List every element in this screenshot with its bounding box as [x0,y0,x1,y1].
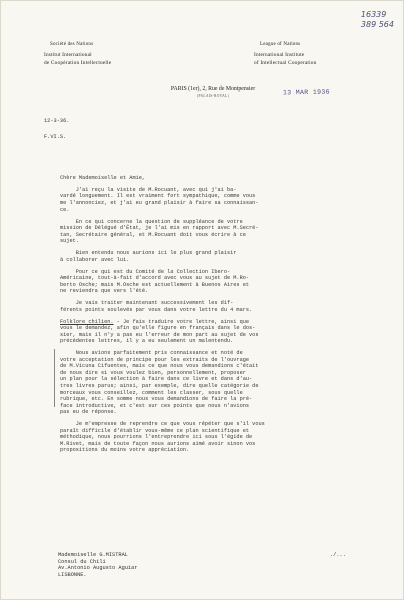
reference-date: 12-3-36. [44,118,70,124]
body-line: tan, Secrétaire général, et M.Rocuant doit vous écrire à ce [60,231,246,238]
body-line: J'ai reçu la visite de M.Rocuant, avec qui j'ai ba- [60,186,237,193]
letterhead-address [148,86,278,100]
body-line: de M.Vicuna Cifuentes, mais ce que nous vous demandions c'était [60,363,259,370]
body-line: sujet. [60,238,79,245]
body-line: ce. [60,206,70,213]
body-line: Nous avions parfaitement pris connaissance et noté de [60,350,243,357]
body-line: de nous dire si vous voulez bien, personnellement, proposer [60,369,246,376]
body-line: précédentes lettres, il y a eu seulement un malentendu. [60,338,234,345]
body-line: berto Osche; mais M.Osche est actuellement à Buenos Aires et [60,281,250,288]
body-line: paraît difficile d'établir vous-même ce plan scientifique et [60,427,250,434]
body-line: pas eu de réponse. [60,409,117,416]
body-line: M.Rivet, mais de toute façon nous aurions aimé avoir sinon vos [60,440,256,447]
section-heading-folklore: Folklore chilien. [60,318,114,325]
body-line: morceaux vous conseillez, comment les classer, sous quelle [60,389,243,396]
letterhead-right-line1: League of Nations [260,42,301,47]
body-line: ne reviendra que vers l'été. [60,288,149,295]
body-line: Folklore chilien. - Je fais traduire votre lettre, ainsi que [60,318,250,325]
address-line2: (PALAIS-ROYAL) [196,94,230,98]
body-line: sier, mais il n'y a pas eu l'erreur de mon part au sujet de vos [60,331,259,338]
body-line: Chère Mademoiselle et Amie, [60,175,146,181]
margin-bracket [54,349,57,407]
body-line: En ce qui concerne la question de suppléance de votre [60,218,243,225]
body-line: Pour ce qui est du Comité de la Collection Ibero- [60,268,231,275]
letterhead-left-line2: Institut International [44,52,92,59]
body-line: à collaborer avec lui. [60,256,130,263]
body-line: Américaine, tout-à-fait d'accord avec vous au sujet de M.Ro- [60,275,250,282]
letterhead-right-line2: International Institute [254,52,305,59]
body-line: face introductive, et c'est sur ces points que nous n'avions [60,402,250,409]
body-line: férents points soulevés par vous dans votre lettre du 4 mars. [60,306,253,313]
body-line: propositions du moins votre appréciation. [60,447,190,454]
body-line: rubrique, etc. En somme nous vous demandions de faire la pré- [60,396,253,403]
body-line: tres livres parus; ainsi, par exemple, dire quelle catégorie de [60,382,259,389]
reference-initials: F.VI.S. [44,134,67,140]
body-line: me l'annonciez, et j'ai eu grand plaisir à faire sa connaissan- [60,200,259,207]
body-line: vardé longuement. Il est vraiment fort sympathique, comme vous [60,193,256,200]
address-line1: PARIS (1er), 2, Rue de Montpensier [170,86,256,92]
continuation-mark: ./... [330,552,346,558]
body-line: vous le demandez, afin qu'elle figure en français dans le dos- [60,325,256,332]
body-line: Je m'empresse de reprendre ce que vous répéter que s'il vous [60,421,265,428]
recipient-block [58,552,137,578]
letterhead-right [254,41,316,67]
archive-mark-1: 16339 [360,10,387,19]
body-line: Bien entendu nous aurions ici le plus grand plaisir [60,250,237,257]
recipient-line4: LISBONNE. [58,571,87,578]
body-line: un plan pour la sélection à faire dans ce livre et dans d'au- [60,376,253,383]
letterhead-right-line3: of Intellectual Cooperation [254,59,317,66]
recipient-line2: Consul du Chili [58,558,106,565]
letter-body [60,175,360,454]
recipient-line3: Av.Antonio Augusto Aguiar [58,565,138,572]
body-line: Je vais traiter maintenant successivement les dif- [60,300,234,307]
letterhead-left-line3: de Coopération Intellectuelle [44,59,112,66]
archive-mark-2: 389 564 [360,19,394,29]
archive-marks [361,10,394,29]
received-date-stamp: 13 MAR 1936 [282,88,330,97]
recipient-line1: Mademoiselle G.MISTRAL [58,552,128,558]
letterhead-left [44,41,111,67]
letterhead-left-line1: Société des Nations [50,42,94,47]
body-line: méthodique, nous pourrions l'entreprendre ici sous l'égide de [60,434,253,441]
body-line: mission de Délégué d'État, je l'ai mis en rapport avec M.Secré- [60,225,259,232]
body-line: votre acceptation de principe pour les extraits de l'ouvrage [60,356,250,363]
